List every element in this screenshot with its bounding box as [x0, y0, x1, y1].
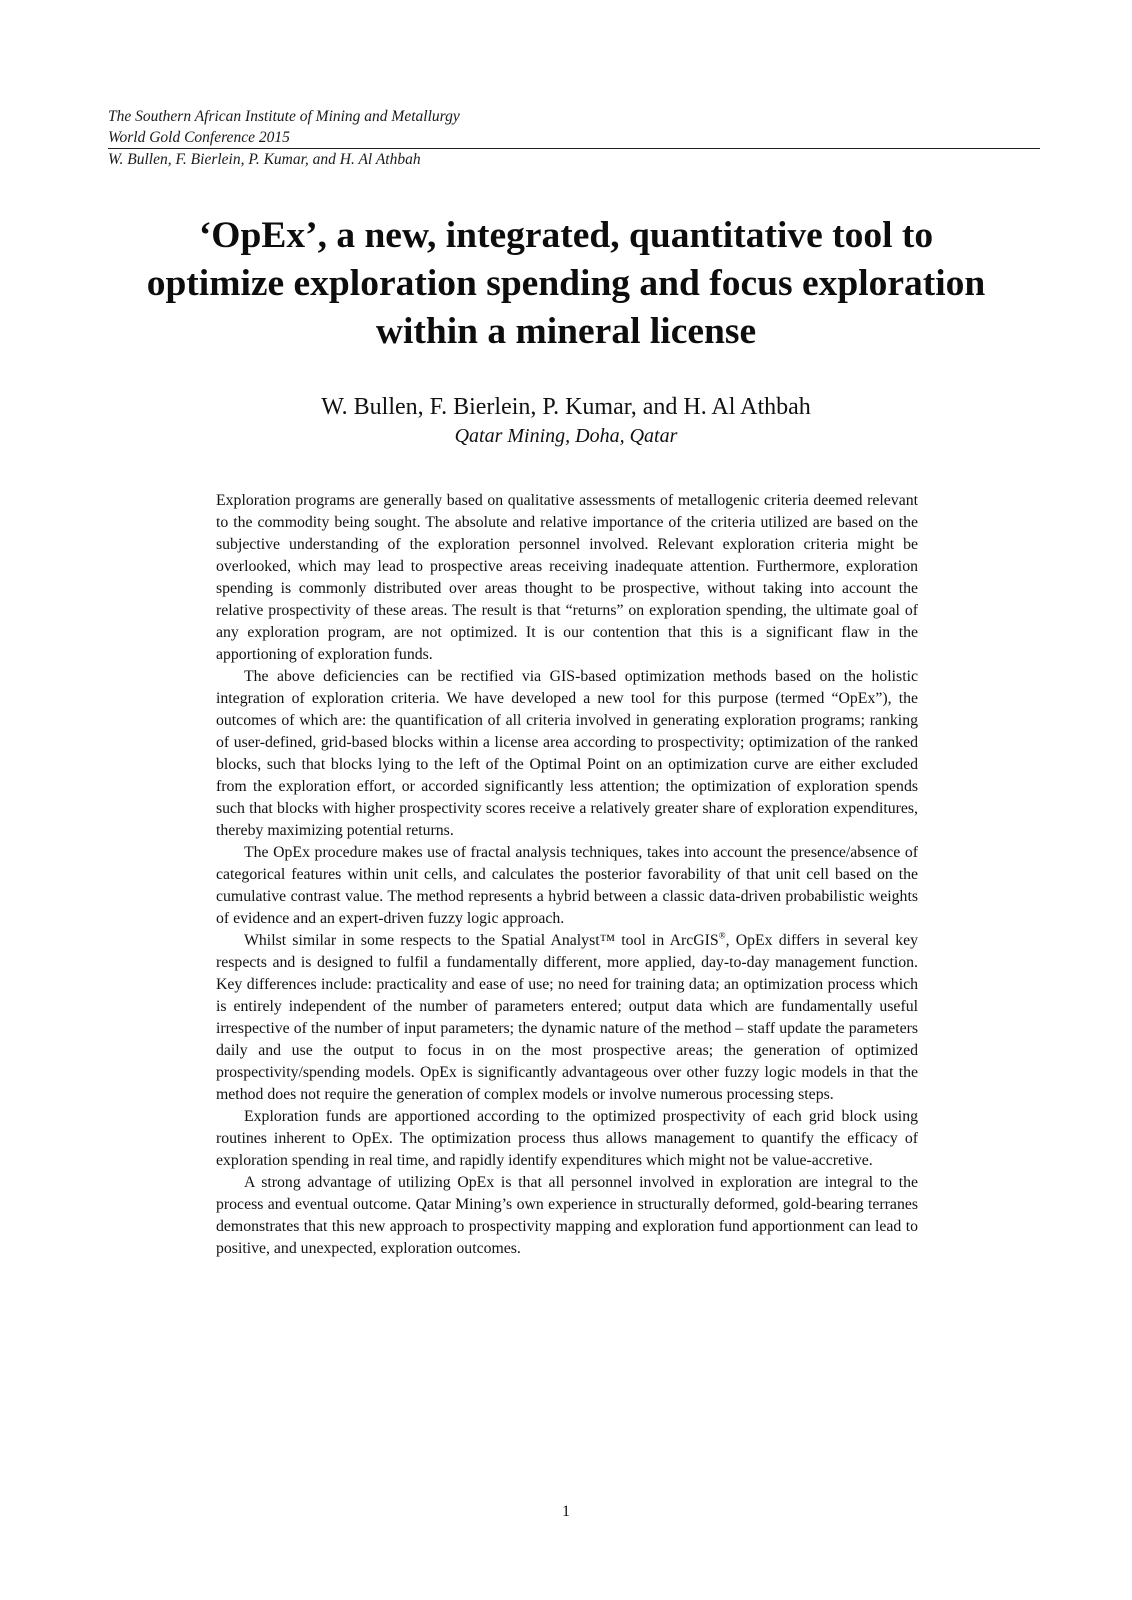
title-line-1: ‘OpEx’, a new, integrated, quantitative tool to	[198, 215, 934, 256]
title-line-2: optimize exploration spending and focus exploration	[146, 263, 986, 304]
author-names: W. Bullen, F. Bierlein, P. Kumar, and H. Al Athbah	[321, 394, 811, 420]
page-number: 1	[562, 1503, 570, 1520]
paper-title	[90, 212, 1042, 356]
header-institute: The Southern African Institute of Mining and Metallurgy	[108, 108, 460, 125]
abstract-paragraph-2: The above deficiencies can be rectified via GIS-based optimization methods based on the holistic integration of exploration criteria. We have developed a new tool for this purpose (termed “OpEx”), the outcomes of which are: the quantification of all criteria involved in generating exploration programs; ranking of user-defined, grid-based blocks within a license area according to prospectivity; optimization of the ranked blocks, such that blocks lying to the left of the Optimal Point on an optimization curve are either excluded from the exploration effort, or accorded significantly less attention; the optimization of exploration spends such that blocks with higher prospectivity scores receive a relatively greater share of exploration expenditures, thereby maximizing potential returns.	[216, 668, 918, 839]
abstract-paragraph-3: The OpEx procedure makes use of fractal analysis techniques, takes into account the presence/absence of categorical features within unit cells, and calculates the posterior favorability of that unit cell based on the cumulative contrast value. The method represents a hybrid between a classic data-driven probabilistic weights of evidence and an expert-driven fuzzy logic approach.	[216, 844, 918, 927]
abstract	[216, 490, 918, 1260]
title-line-3: within a mineral license	[375, 311, 757, 352]
p4-text-end: , OpEx differs in several key respects and is designed to fulfil a fundamentally different, more applied, day-to-day management function. Key differences include: practicality and ease of use; no need for training data; an optimization process which is entirely independent of the number of parameters entered; output data which are fundamentally useful irrespective of the number of input parameters; the dynamic nature of the method – staff update the parameters daily and use the output to focus in on the most prospective areas; the generation of optimized prospectivity/spending models. OpEx is significantly advantageous over other fuzzy logic models in that the method does not require the generation of complex models or involve numerous processing steps.	[216, 932, 919, 1103]
registered-mark: ®	[718, 930, 726, 941]
header-authors: W. Bullen, F. Bierlein, P. Kumar, and H. Al Athbah	[108, 151, 421, 168]
abstract-paragraph-1: Exploration programs are generally based on qualitative assessments of metallogenic criteria deemed relevant to the commodity being sought. The absolute and relative importance of the criteria utilized are based on the subjective understanding of the exploration personnel involved. Relevant exploration criteria might be overlooked, which may lead to prospective areas receiving inadequate attention. Furthermore, exploration spending is commonly distributed over areas thought to be prospective, without taking into account the relative prospectivity of these areas. The result is that “returns” on exploration spending, the ultimate goal of any exploration program, are not optimized. It is our contention that this is a significant flaw in the apportioning of exploration funds.	[216, 492, 918, 663]
header-rule	[108, 127, 1040, 149]
author-block	[90, 392, 1042, 450]
p4-text-start: Whilst similar in some respects to the Spatial Analyst™ tool in ArcGIS	[244, 932, 719, 949]
abstract-paragraph-5: Exploration funds are apportioned according to the optimized prospectivity of each grid block using routines inherent to OpEx. The optimization process thus allows management to quantify the efficacy of exploration spending in real time, and rapidly identify expenditures which might not be value-accretive.	[216, 1108, 918, 1169]
affiliation: Qatar Mining, Doha, Qatar	[454, 425, 678, 447]
running-header	[108, 106, 1040, 170]
abstract-paragraph-6: A strong advantage of utilizing OpEx is that all personnel involved in exploration are integral to the process and eventual outcome. Qatar Mining’s own experience in structurally deformed, gold-bearing terranes demonstrates that this new approach to prospectivity mapping and exploration fund apportionment can lead to positive, and unexpected, exploration outcomes.	[216, 1174, 918, 1257]
abstract-paragraph-4	[216, 930, 918, 1106]
header-conference: World Gold Conference 2015	[108, 129, 290, 146]
